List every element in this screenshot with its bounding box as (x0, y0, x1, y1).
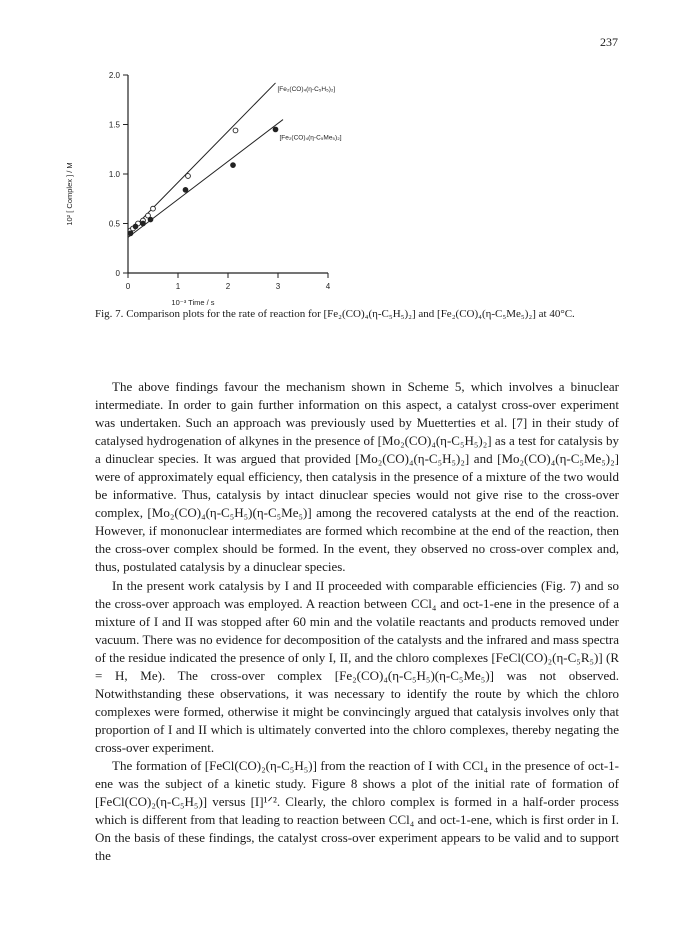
y-tick-label: 2.0 (108, 71, 120, 80)
x-tick-label: 0 (125, 282, 131, 291)
x-tick-label: 3 (275, 282, 281, 291)
x-tick-label: 4 (325, 282, 331, 291)
x-tick-label: 1 (175, 282, 181, 291)
data-point-filled (148, 217, 153, 222)
y-axis-label: 10² [ Complex ] / M (65, 162, 74, 226)
x-axis-label: 10⁻³ Time / s (171, 298, 215, 307)
y-tick-label: 0 (115, 269, 120, 278)
x-tick-label: 2 (225, 282, 231, 291)
rate-comparison-chart (60, 58, 380, 308)
paragraph-3: The formation of [FeCl(CO)₂(η-C₅H₅)] from the reaction of I with CCl₄ in the presence of oct-1-ene was the subject of a kinetic study. Figure 8 shows a plot of the initial rate of formation of [FeCl(CO)₂(η-C₅H₅)] versus [I]¹ᐟ². Clearly, the chloro complex is formed in a half-order process which is different from that leading to reaction between CCl₄ and oct-1-ene, which is first order in I. On the basis of these findings, the catalyst cross-over experiment appears to be valid and to support the (95, 757, 619, 864)
data-point-open (233, 128, 238, 133)
data-point-open (186, 174, 191, 179)
y-tick-label: 0.5 (108, 219, 120, 229)
page-number: 237 (600, 35, 618, 49)
data-point-filled (141, 221, 146, 226)
data-point-filled (183, 187, 188, 192)
article-body (95, 378, 619, 865)
paragraph-2: In the present work catalysis by I and II proceeded with comparable efficiencies (Fig. 7) and so the cross-over approach was employed. A reaction between CCl₄ and oct-1-ene in the presence of a mixture of I and II was stopped after 60 min and the volatile reactants and products removed under vacuum. There was no evidence for decomposition of the catalysts and the infrared and mass spectra of the residue indicated the presence of only I, II, and the chloro complexes [FeCl(CO)₂(η-C₅R₅)] (R = H, Me). The cross-over complex [Fe₂(CO)₄(η-C₅H₅)(η-C₅Me₅)] was not observed. Notwithstanding these observations, it was necessary to identify the route by which the chloro complexes were formed, otherwise it might be convincingly argued that catalysis involves only that proportion of I and II which is ultimately converted into the chloro complexes, thereby negating the cross-over experiment. (95, 577, 619, 755)
y-tick-label: 1.5 (108, 120, 120, 130)
data-point-filled (273, 127, 278, 132)
series-label: [Fe₂(CO)₄(η-C₅Me₅)₂] (279, 134, 342, 142)
caption-label: Fig. 7. (95, 308, 124, 320)
fit-line (128, 83, 276, 233)
y-tick-label: 1.0 (108, 170, 120, 179)
paragraph-1: The above findings favour the mechanism shown in Scheme 5, which involves a binuclear intermediate. In order to gain further information on this aspect, a catalyst cross-over experiment was undertaken. Such an approach was previously used by Muetterties et al. [7] in their study of catalysed hydrogenation of alkynes in the presence of [Mo₂(CO)₄(η-C₅H₅)₂] as a test for catalysis by a dinuclear species. It was argued that provided [Mo₂(CO)₄(η-C₅H₅)₂] and [Mo₂(CO)₄(η-C₅Me₅)₂] were of approximately equal efficiency, then catalysis in the presence of a mixture of the two would be informative. Thus, catalysis by intact dinuclear species would not give rise to the cross-over complex, [Mo₂(CO)₄(η-C₅H₅)(η-C₅Me₅)] among the recovered catalysts at the end of the reaction. However, if mononuclear intermediates are formed which recombine at the end of the reaction, then the cross-over complex should be formed. In the event, they observed no cross-over complex and, thus, postulated catalysis by a dinuclear species. (95, 379, 619, 575)
data-point-open (151, 206, 156, 211)
figure-caption (95, 307, 617, 321)
series-label: [Fe₂(CO)₄(η-C₅H₅)₂] (277, 85, 336, 93)
data-point-filled (133, 224, 138, 229)
data-point-filled (128, 231, 133, 236)
data-point-filled (231, 163, 236, 168)
figure-7 (60, 58, 380, 308)
caption-text: Comparison plots for the rate of reaction for [Fe₂(CO)₄(η-C₅H₅)₂] and [Fe₂(CO)₄(η-C₅Me₅)₂] at 40°C. (126, 308, 575, 320)
